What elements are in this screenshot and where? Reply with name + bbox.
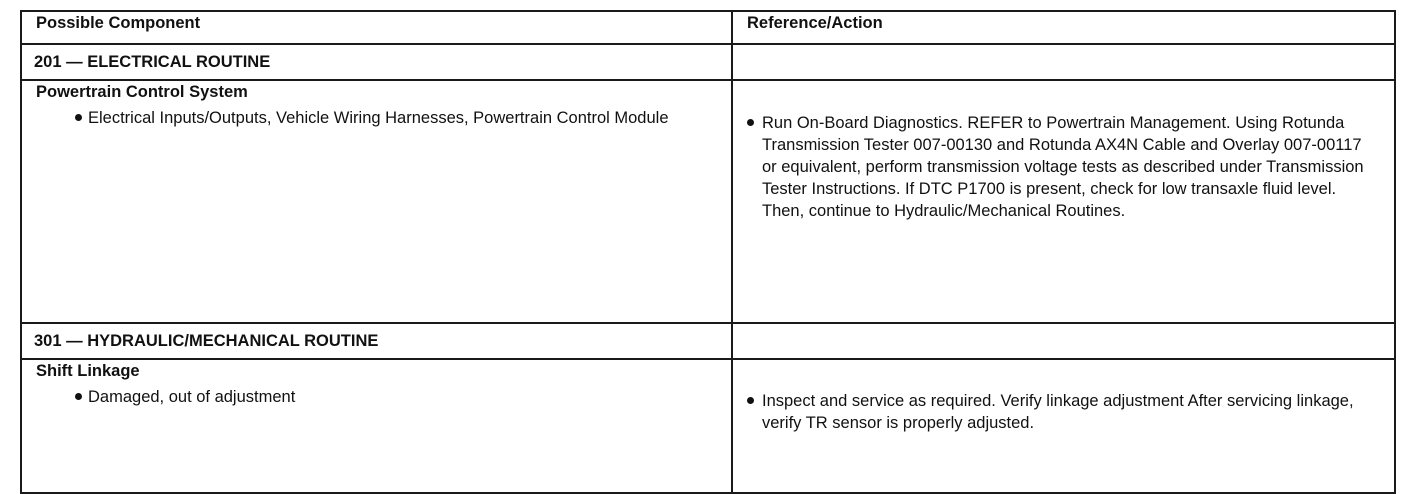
header-possible-component: Possible Component — [21, 11, 732, 44]
table-row — [21, 359, 1395, 493]
routine-row-electrical — [21, 44, 1395, 80]
component-item — [36, 107, 717, 129]
action-cell — [732, 359, 1395, 493]
component-item-text: Electrical Inputs/Outputs, Vehicle Wiring Harnesses, Powertrain Control Module — [88, 109, 669, 127]
action-cell — [732, 80, 1395, 323]
action-item — [747, 390, 1380, 434]
table-row — [21, 80, 1395, 323]
bullet-icon — [747, 119, 754, 126]
component-item — [36, 386, 717, 408]
bullet-icon — [75, 393, 82, 400]
empty-cell — [732, 44, 1395, 80]
header-reference-action: Reference/Action — [732, 11, 1395, 44]
component-item-text: Damaged, out of adjustment — [88, 388, 296, 406]
bullet-icon — [75, 114, 82, 121]
action-text: Inspect and service as required. Verify linkage adjustment After servicing linkage, verify TR sensor is properly adjusted. — [762, 392, 1354, 432]
diagnosis-table — [20, 10, 1396, 494]
component-title: Shift Linkage — [36, 362, 140, 380]
component-title: Powertrain Control System — [36, 83, 248, 101]
routine-title: 301 — HYDRAULIC/MECHANICAL ROUTINE — [21, 323, 732, 359]
routine-row-hydraulic-mechanical — [21, 323, 1395, 359]
routine-title: 201 — ELECTRICAL ROUTINE — [21, 44, 732, 80]
empty-cell — [732, 323, 1395, 359]
action-item — [747, 112, 1380, 222]
header-row — [21, 11, 1395, 44]
bullet-icon — [747, 397, 754, 404]
component-cell — [21, 80, 732, 323]
component-cell — [21, 359, 732, 493]
action-text: Run On-Board Diagnostics. REFER to Powertrain Management. Using Rotunda Transmission Tester 007-00130 and Rotunda AX4N Cable and Overlay 007-00117 or equivalent, perform transmission voltage tests as described under Transmission Tester Instructions. If DTC P1700 is present, check for low transaxle fluid level. Then, continue to Hydraulic/Mechanical Routines. — [762, 114, 1364, 220]
